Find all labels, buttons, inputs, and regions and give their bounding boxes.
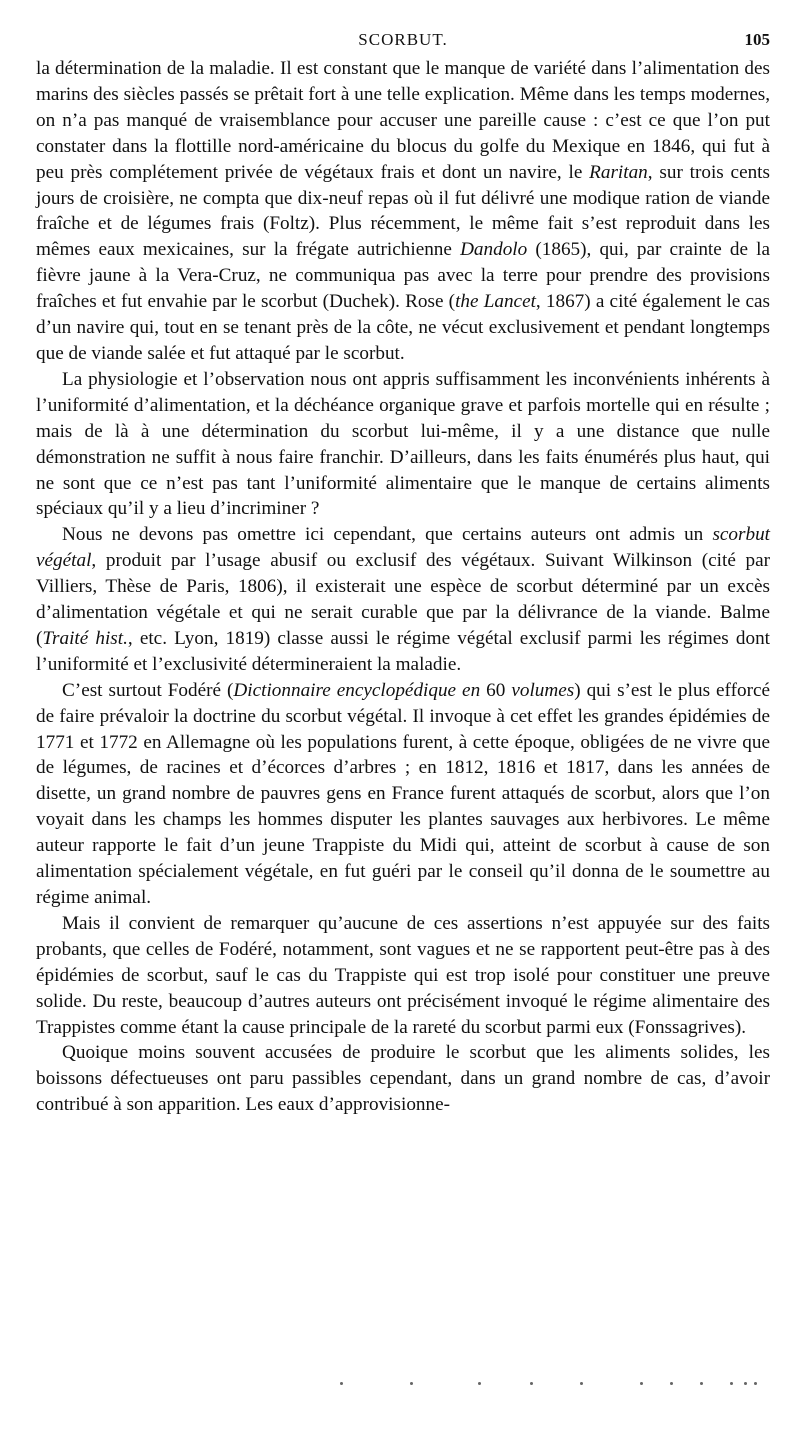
paragraph (36, 522, 770, 677)
italic-text: volumes (511, 679, 575, 701)
italic-text: the Lancet (455, 291, 536, 313)
italic-text: Dandolo (460, 239, 528, 261)
body-text (36, 56, 770, 1118)
text-run: ) qui s’est le plus efforcé de faire prévaloir la doctrine du scorbut végétal. Il invoque à cet effet les grandes épidémies de 1771 et 1772 en Allemagne où les populations furent, à cette époque, obligées de ne vivre que de légumes, de racines et d’écorces d’arbres ; en 1812, 1816 et 1817, dans les années de disette, un grand nombre de pauvres gens en France furent attaqués de scorbut, alors que l’on voyait dans les champs les hommes disputer les plantes sauvages aux herbivores. Le même auteur rapporte le fait d’un jeune Trappiste du Midi qui, atteint de scorbut à cause de son alimentation spécialement végétale, en fut guéri par le conseil qu’il donna de le soumettre au régime animal. (36, 679, 770, 908)
paragraph (36, 367, 770, 522)
text-run: Nous ne devons pas omettre ici cependant, que certains auteurs ont admis un (62, 524, 713, 546)
text-run: Mais il convient de remarquer qu’aucune de ces assertions n’est appuyée sur des faits probants, que celles de Fodéré, notamment, sont vagues et ne se rapportent peut-être pas à des épidémies de scorbut, sauf le cas du Trappiste qui est trop isolé pour constituer une preuve solide. Du reste, beaucoup d’autres auteurs ont précisément invoqué le régime alimentaire des Trappistes comme étant la cause principale de la rareté du scorbut parmi eux (Fonssagrives). (36, 912, 770, 1038)
text-run: , 1867) a cité également le cas d’un navire qui, tout en se tenant près de la côte, ne vécut exclusivement et pendant longtemps que de viande salée et fut attaqué par le scorbut. (36, 291, 770, 364)
italic-text: Raritan (589, 161, 648, 183)
book-page (36, 28, 770, 1118)
italic-text: Traité hist. (42, 627, 128, 649)
text-run: , produit par l’usage abusif ou exclusif des végétaux. Suivant Wilkinson (cité par Villiers, Thèse de Paris, 1806), il existerait une espèce de scorbut déterminé par un excès d’alimentation végétale et qui ne serait curable que par la délivrance de la viande. Balme ( (36, 550, 770, 649)
paragraph (36, 56, 770, 367)
text-run: , sur trois cents jours de croisière, ne compta que dix-neuf repas où il fut délivré une modique ration de viande fraîche et de légumes frais (Foltz). Plus récemment, le même fait s’est reproduit dans les mêmes eaux mexicaines, sur la frégate autrichienne (36, 161, 770, 261)
paragraph (36, 1040, 770, 1118)
text-run: 60 (480, 679, 512, 701)
running-head (36, 28, 770, 56)
text-run: La physiologie et l’observation nous ont appris suffisamment les inconvénients inhérents à l’uniformité d’alimentation, et la déchéance organique grave et parfois mortelle qui en résulte ; mais de là à une détermination du scorbut lui-même, il y a une distance que nulle démonstration ne suffit à nous faire franchir. D’ailleurs, dans les faits énumérés plus haut, qui ne sont que ce n’est pas tant l’uniformité alimentaire que le manque de certains aliments spéciaux qu’il y a lieu d’incriminer ? (36, 368, 770, 520)
text-run: Quoique moins souvent accusées de produire le scorbut que les aliments solides, les boissons défectueuses ont paru passibles cependant, dans un grand nombre de cas, d’avoir contribué à son apparition. Les eaux d’approvisionne- (36, 1042, 770, 1116)
italic-text: Dictionnaire encyclopédique en (233, 679, 481, 701)
text-run: la détermination de la maladie. Il est constant que le manque de variété dans l’alimentation des marins des siècles passés se prêtait fort à une telle explication. Même dans les temps modernes, on n’a pas manqué de vraisemblance pour accuser une pareille cause : c’est ce que l’on put constater dans la flottille nord-américaine du blocus du golfe du Mexique en 1846, qui fut à peu près complétement privée de végétaux frais et dont un navire, le (36, 58, 770, 183)
running-title: SCORBUT. (358, 30, 448, 49)
page-number: 105 (744, 30, 770, 49)
text-run: C’est surtout Fodéré ( (62, 679, 234, 701)
paragraph (36, 678, 770, 911)
print-specks (340, 1382, 760, 1392)
italic-text: scorbut végétal (36, 524, 770, 572)
paragraph (36, 911, 770, 1041)
text-run: , etc. Lyon, 1819) classe aussi le régime végétal exclusif parmi les régimes dont l’uniformité et l’exclusivité détermineraient la maladie. (36, 627, 771, 675)
text-run: (1865), qui, par crainte de la fièvre jaune à la Vera-Cruz, ne communiqua pas avec la terre pour prendre des provisions fraîches et fut envahie par le scorbut (Duchek). Rose ( (36, 239, 771, 313)
